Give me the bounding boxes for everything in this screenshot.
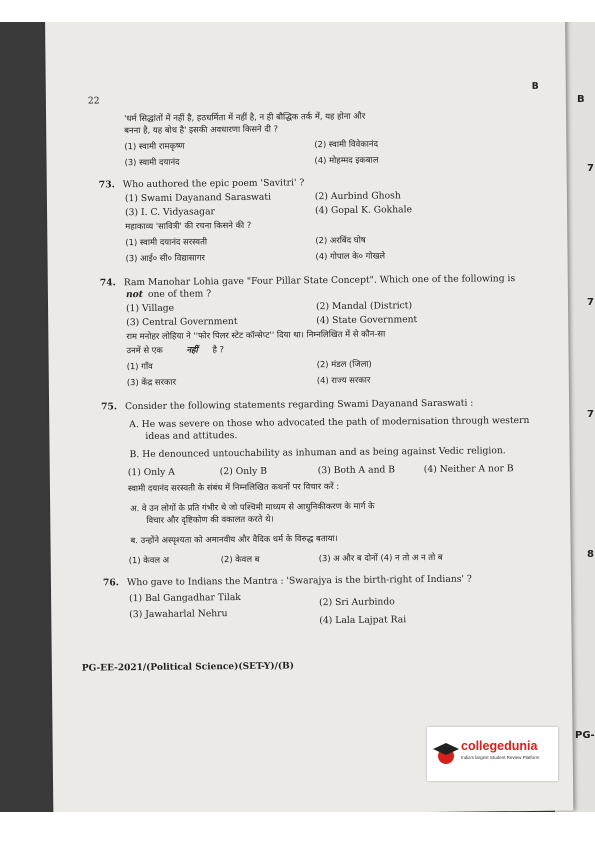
option: (2) केवल ब xyxy=(220,553,260,565)
question-number: 74. xyxy=(99,277,116,289)
option: (2) Aurbind Ghosh xyxy=(314,190,401,203)
brand-tagline: India's largest Student Review Platform xyxy=(461,755,540,760)
option: (2) Mandal (District) xyxy=(316,300,413,313)
question-text-hindi: उनमें से एक xyxy=(126,344,163,356)
option: (3) I. C. Vidyasagar xyxy=(125,206,215,219)
question-text-hindi: है ? xyxy=(212,344,225,355)
statement: ब. उन्होंने अस्पृश्यता को अमानवीय और वैदिक धर्म के विरुद्ध बताया। xyxy=(130,532,338,546)
option: (1) केवल अ xyxy=(128,554,170,566)
graduate-cap-icon xyxy=(431,739,461,769)
question-text-emphasis: not xyxy=(125,288,144,301)
option: (1) गाँव xyxy=(126,360,153,372)
question-text: Who authored the epic poem 'Savitri' ? xyxy=(122,177,305,191)
option: (3) स्वामी दयानंद xyxy=(124,156,180,168)
option: (2) Sri Aurbindo xyxy=(319,596,395,609)
option: (4) Neither A nor B xyxy=(423,463,514,476)
intro-line: 'धर्म सिद्धांतों में नहीं है, हठधर्मिता में नहीं है, न ही बौद्धिक तर्क में, यह होना और xyxy=(124,110,366,124)
brand-name: collegedunia xyxy=(461,739,538,753)
option: (4) राज्य सरकार xyxy=(316,374,371,386)
right-page-num: 7 xyxy=(587,297,594,308)
option: (1) स्वामी दयानंद सरस्वती xyxy=(125,236,208,248)
option: (4) State Government xyxy=(316,314,418,327)
statement: विचार और दृष्टिकोण की वकालत करते थे। xyxy=(146,513,274,525)
option: (2) Only B xyxy=(219,465,268,478)
question-text: Who gave to Indians the Mantra : 'Swarajya is the birth-right of Indians' ? xyxy=(126,573,472,589)
question-text-emphasis: नहीं xyxy=(186,344,198,355)
option: (4) Gopal K. Gokhale xyxy=(314,204,413,217)
right-page-num: 7 xyxy=(587,409,594,420)
question-number: 73. xyxy=(98,179,115,191)
question-text-hindi: राम मनोहर लोहिया ने ''फोर पिलर स्टेट कॉन्सेप्ट'' दिया था। निम्नलिखित में से कौन-सा xyxy=(126,328,386,342)
option: (4) मोहम्मद इकबाल xyxy=(314,154,379,166)
question-text: one of them ? xyxy=(147,288,212,300)
booklet-code: B xyxy=(531,80,539,92)
right-page-footer: PG- xyxy=(575,730,595,741)
question-text: Consider the following statements regarding Swami Dayanand Saraswati : xyxy=(125,397,474,413)
statement: A. He was severe on those who advocated the path of modernisation through western xyxy=(129,414,530,431)
right-page-num: 8 xyxy=(587,549,594,560)
right-page-num: 7 xyxy=(587,163,594,174)
page-number: 22 xyxy=(87,95,100,107)
option: (2) स्वामी विवेकानंद xyxy=(314,138,379,150)
option: (2) मंडल (जिला) xyxy=(316,358,372,370)
option: (1) Bal Gangadhar Tilak xyxy=(129,591,241,605)
question-text: Ram Manohar Lohia gave "Four Pillar State Concept". Which one of the following is xyxy=(123,273,516,289)
right-page-code: B xyxy=(577,94,585,105)
option: (3) अ और ब दोनों (4) न तो अ न तो ब xyxy=(318,551,443,564)
option: (2) अरबिंद घोष xyxy=(315,234,366,246)
statement: B. He denounced untouchability as inhuman and as being against Vedic religion. xyxy=(129,445,506,461)
page-footer: PG-EE-2021/(Political Science)(SET-Y)/(B) xyxy=(81,661,295,674)
option: (3) Central Government xyxy=(126,316,238,329)
option: (1) Village xyxy=(126,302,175,315)
option: (1) Swami Dayanand Saraswati xyxy=(124,191,272,205)
photo-background xyxy=(0,22,595,812)
question-text-hindi: स्वामी दयानंद सरस्वती के संबंध में निम्नलिखित कथनों पर विचार करें : xyxy=(127,480,340,494)
option: (1) Only A xyxy=(127,466,175,479)
option: (4) Lala Lajpat Rai xyxy=(319,614,407,627)
statement: ideas and attitudes. xyxy=(145,430,238,442)
option: (3) Jawaharlal Nehru xyxy=(129,608,228,621)
option: (3) Both A and B xyxy=(317,464,396,477)
question-number: 75. xyxy=(101,401,118,413)
option: (4) गोपाल के० गोखले xyxy=(315,250,386,262)
watermark-logo xyxy=(427,727,558,781)
option: (3) केंद्र सरकार xyxy=(126,376,177,388)
option: (1) स्वामी रामकृष्ण xyxy=(124,140,185,152)
exam-page xyxy=(45,22,573,812)
intro-line: बनना है, यह बोध है' इसकी अवधारणा किसने दी ? xyxy=(124,123,279,136)
option: (3) आई० सी० विद्यासागर xyxy=(125,252,205,264)
question-number: 76. xyxy=(102,577,119,589)
statement: अ. वे उन लोगों के प्रति गंभीर थे जो पश्चिमी माध्यम से आधुनिकीकरण के मार्ग के xyxy=(130,500,375,514)
question-text-hindi: महाकाव्य 'सावित्री' की रचना किसने की ? xyxy=(125,219,252,232)
